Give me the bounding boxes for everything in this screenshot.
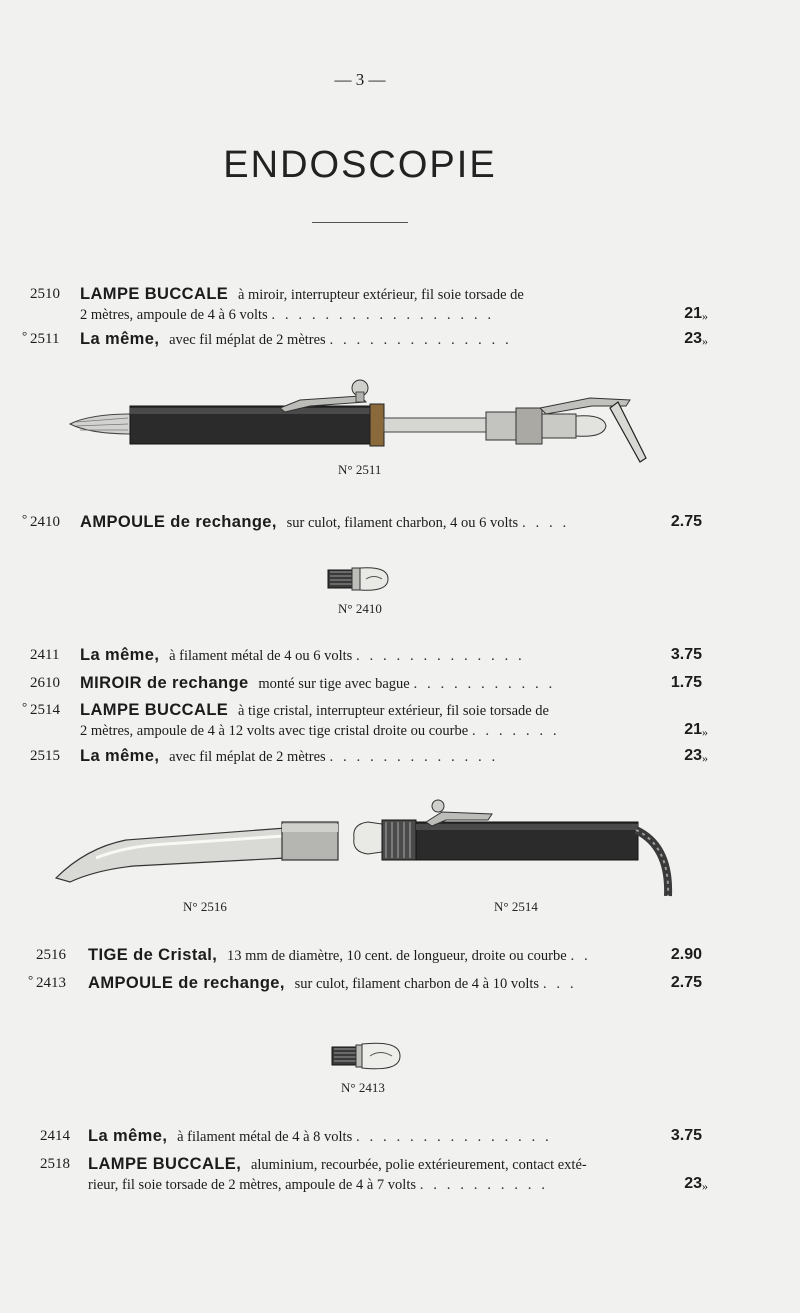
item-name: MIROIR de rechange <box>80 674 249 692</box>
page-title: ENDOSCOPIE <box>223 144 497 186</box>
bulb-2410-illustration <box>326 562 392 594</box>
item-name: LAMPE BUCCALE <box>80 285 229 303</box>
item-price: 3.75 <box>670 646 702 663</box>
figure-caption-2514: N° 2514 <box>494 899 538 914</box>
item-price: 21 <box>684 721 702 738</box>
item-description <box>88 1154 623 1195</box>
item-desc-line1: à tige cristal, interrupteur extérieur, fil soie torsade de <box>237 703 549 719</box>
item-number: 2518 <box>40 1156 70 1172</box>
leader-dots: . . . . . . . . . . . <box>413 676 556 692</box>
lamp-2514-illustration <box>352 800 684 900</box>
item-price: 2.75 <box>670 974 702 991</box>
leader-dots: . . . <box>542 976 577 992</box>
item-price: 1.75 <box>670 674 702 691</box>
item-name: TIGE de Cristal, <box>88 946 218 964</box>
leader-dots: . . . . . . . . . . <box>419 1177 548 1193</box>
item-desc-line1: à miroir, interrupteur extérieur, fil soie torsade de <box>237 287 524 303</box>
leader-dots: . . <box>570 948 591 964</box>
item-description <box>88 945 623 966</box>
item-number: ° 2514 <box>30 700 80 720</box>
item-name: AMPOULE de rechange, <box>88 974 285 992</box>
price-unit: » <box>702 309 708 323</box>
item-number: 2414 <box>40 1128 70 1144</box>
figure-caption-2516: N° 2516 <box>183 899 227 914</box>
item-number: ° 2410 <box>30 512 80 532</box>
item-description <box>80 645 615 666</box>
item-description <box>80 512 615 533</box>
leader-dots: . . . . . . . . . . . . . . <box>329 332 512 348</box>
figure-caption-2410: N° 2410 <box>338 601 382 616</box>
item-desc-line1: aluminium, recourbée, polie extérieurement, contact exté- <box>250 1157 587 1173</box>
item-desc-line1: monté sur tige avec bague <box>258 676 410 692</box>
item-price: 21 <box>684 305 702 322</box>
item-number: 2610 <box>30 675 60 691</box>
item-name: LAMPE BUCCALE <box>80 701 229 719</box>
item-price: 2.90 <box>670 946 702 963</box>
title-divider <box>312 222 408 223</box>
item-description <box>88 973 623 994</box>
item-number: ° 2511 <box>30 329 80 349</box>
item-price: 23 <box>684 747 702 764</box>
item-number: 2510 <box>30 286 60 302</box>
item-number: ° 2413 <box>36 973 86 993</box>
item-description <box>80 700 615 741</box>
item-name: La même, <box>80 646 160 664</box>
figure-caption-2413: N° 2413 <box>341 1080 385 1095</box>
item-name: La même, <box>80 747 160 765</box>
item-desc-line1: avec fil méplat de 2 mètres <box>169 332 326 348</box>
page-number: — 3 — <box>334 70 386 89</box>
item-desc-line1: avec fil méplat de 2 mètres <box>169 749 326 765</box>
item-desc-line2: 2 mètres, ampoule de 4 à 6 volts <box>80 307 268 323</box>
item-desc-line1: sur culot, filament charbon de 4 à 10 volts <box>294 976 540 992</box>
crystal-rod-2516-illustration <box>56 818 341 884</box>
item-name: AMPOULE de rechange, <box>80 513 277 531</box>
item-desc-line2: rieur, fil soie torsade de 2 mètres, ampoule de 4 à 7 volts <box>88 1177 416 1193</box>
price-unit: » <box>702 334 708 348</box>
item-description <box>88 1126 623 1147</box>
price-unit: » <box>702 725 708 739</box>
leader-dots: . . . . . . . . . . . . . <box>329 749 499 765</box>
item-desc-line1: à filament métal de 4 à 8 volts <box>177 1129 353 1145</box>
lamp-2511-illustration <box>70 378 660 466</box>
leader-dots: . . . . . . . . . . . . . . . . . <box>271 307 495 323</box>
item-price: 2.75 <box>670 513 702 530</box>
figure-caption-2511: N° 2511 <box>338 462 382 477</box>
item-price: 3.75 <box>670 1127 702 1144</box>
item-name: La même, <box>80 330 160 348</box>
price-unit: » <box>702 1179 708 1193</box>
item-desc-line1: sur culot, filament charbon, 4 ou 6 volts <box>286 515 519 531</box>
item-price: 23 <box>684 330 702 347</box>
item-desc-line2: 2 mètres, ampoule de 4 à 12 volts avec tige cristal droite ou courbe <box>80 723 469 739</box>
price-unit: » <box>702 751 708 765</box>
item-number: 2516 <box>36 947 66 963</box>
leader-dots: . . . . . . . <box>471 723 560 739</box>
leader-dots: . . . . . . . . . . . . . <box>356 648 525 664</box>
item-number: 2411 <box>30 647 60 663</box>
item-price: 23 <box>684 1175 702 1192</box>
leader-dots: . . . . . . . . . . . . . . . <box>355 1129 552 1145</box>
item-desc-line1: à filament métal de 4 ou 6 volts <box>169 648 353 664</box>
item-name: LAMPE BUCCALE, <box>88 1155 242 1173</box>
item-desc-line1: 13 mm de diamètre, 10 cent. de longueur, droite ou courbe <box>227 948 567 964</box>
leader-dots: . . . . <box>521 515 570 531</box>
item-description <box>80 746 615 767</box>
item-number: 2515 <box>30 748 60 764</box>
bulb-2413-illustration <box>330 1038 402 1074</box>
item-description <box>80 329 615 350</box>
item-name: La même, <box>88 1127 168 1145</box>
item-description <box>80 284 615 325</box>
item-description <box>80 673 615 694</box>
